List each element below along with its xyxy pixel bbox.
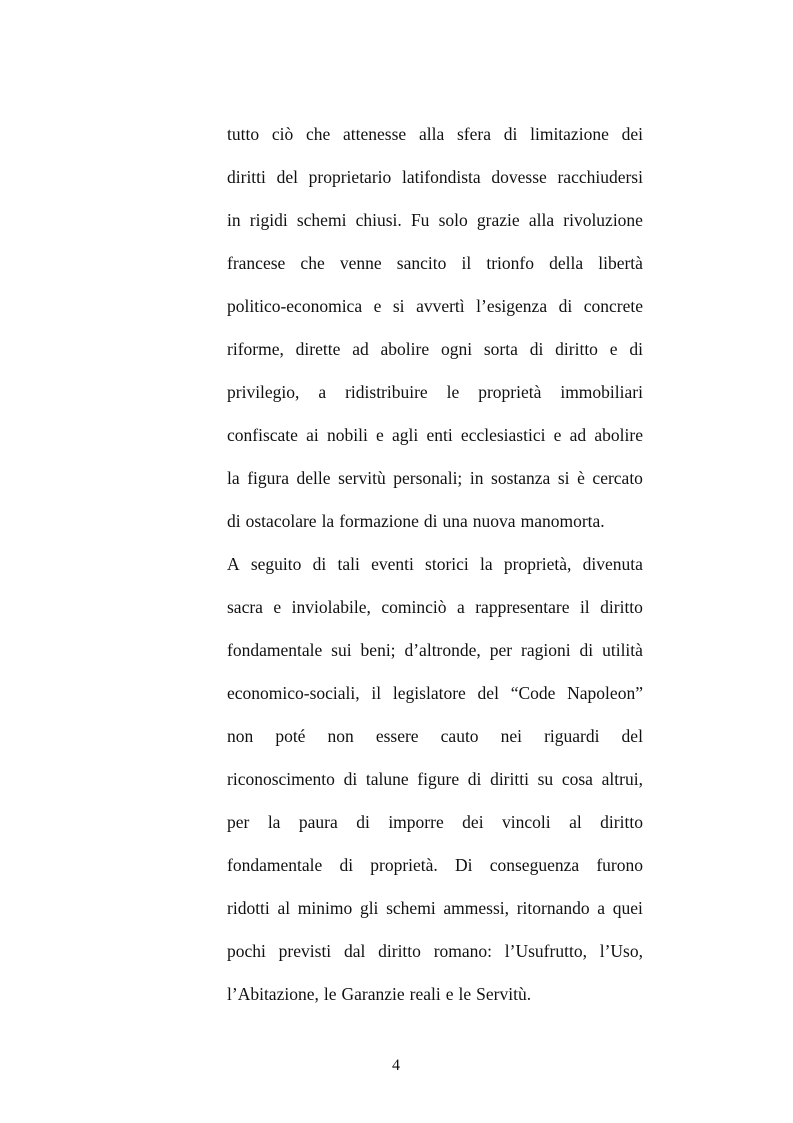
word: fondamentale — [227, 640, 323, 660]
word: reali — [409, 984, 441, 1004]
word: il — [461, 253, 472, 273]
word: storici — [425, 554, 469, 574]
word: gli — [359, 898, 379, 918]
word: e — [553, 425, 562, 445]
word: nuova — [472, 511, 516, 531]
word: di — [423, 511, 438, 531]
word: abolire — [594, 425, 643, 445]
text-line — [227, 758, 643, 801]
text-line — [227, 199, 643, 242]
word: di — [227, 511, 241, 531]
word: poté — [275, 726, 306, 746]
word: dei — [462, 812, 484, 832]
word: servitù — [338, 468, 386, 488]
word: agli — [392, 425, 419, 445]
word: e — [445, 984, 454, 1004]
text-line — [227, 844, 643, 887]
word: sacra — [227, 597, 263, 617]
word: avvertì — [416, 296, 465, 316]
word: cominciò — [381, 597, 447, 617]
word: e — [373, 296, 382, 316]
word: una — [442, 511, 468, 531]
word: per — [489, 640, 513, 660]
word: la — [267, 812, 281, 832]
word: sorta — [483, 339, 518, 359]
word: concrete — [583, 296, 643, 316]
word: si — [392, 296, 405, 316]
text-line — [227, 285, 643, 328]
word: Napoleon” — [567, 683, 643, 703]
word: ai — [306, 425, 319, 445]
word: cercato — [592, 468, 643, 488]
word: a — [318, 382, 327, 402]
word: si — [557, 468, 570, 488]
word: ogni — [440, 339, 473, 359]
word: Fu — [410, 210, 430, 230]
word: e — [376, 425, 384, 445]
word: talune — [365, 769, 409, 789]
word: trionfo — [486, 253, 534, 273]
text-line — [227, 629, 643, 672]
word: diritto — [600, 812, 643, 832]
word: venne — [339, 253, 382, 273]
word: di — [558, 296, 573, 316]
word: la — [480, 554, 493, 574]
word: di — [312, 554, 327, 574]
word: alla — [418, 124, 445, 144]
word: sostanza — [491, 468, 551, 488]
word: del — [276, 167, 298, 187]
word: non — [227, 726, 254, 746]
word: riguardi — [544, 726, 600, 746]
word: riconoscimento — [227, 769, 335, 789]
word: personali; — [393, 468, 463, 488]
word: privilegio, — [227, 382, 300, 402]
word: ammessi, — [443, 898, 509, 918]
word: del — [477, 683, 499, 703]
word: ad — [569, 425, 587, 445]
word: immobiliari — [560, 382, 643, 402]
text-line — [227, 930, 643, 973]
text-line — [227, 586, 643, 629]
text-line — [227, 500, 643, 543]
word: schemi — [296, 210, 347, 230]
word: formazione — [339, 511, 419, 531]
text-line — [227, 543, 643, 586]
word: il — [579, 597, 590, 617]
word: alla — [528, 210, 555, 230]
word: nei — [500, 726, 523, 746]
word: Servitù. — [476, 984, 532, 1004]
word: pochi — [227, 941, 266, 961]
word: chiusi. — [355, 210, 402, 230]
word: tutto — [227, 124, 260, 144]
text-line — [227, 887, 643, 930]
word: diritto — [555, 339, 598, 359]
word: ciò — [271, 124, 294, 144]
word: per — [227, 812, 250, 832]
word: francese — [227, 253, 286, 273]
word: diritto — [600, 597, 643, 617]
word: delle — [296, 468, 331, 488]
word: l’Usufrutto, — [504, 941, 587, 961]
word: nobili — [326, 425, 368, 445]
word: sfera — [456, 124, 491, 144]
word: non — [327, 726, 354, 746]
word: politico-economica — [227, 296, 363, 316]
word: ridistribuire — [345, 382, 428, 402]
word: paura — [298, 812, 338, 832]
word: diritti — [490, 769, 529, 789]
word: inviolabile, — [291, 597, 371, 617]
word: le — [446, 382, 460, 402]
word: eventi — [371, 554, 414, 574]
word: sancito — [396, 253, 447, 273]
word: vincoli — [502, 812, 551, 832]
word: imporre — [388, 812, 444, 832]
text-line — [227, 457, 643, 500]
word: Di — [455, 855, 473, 875]
text-line — [227, 801, 643, 844]
word: abolire — [380, 339, 430, 359]
word: figura — [247, 468, 289, 488]
word: su — [537, 769, 554, 789]
word: enti — [426, 425, 453, 445]
word: romano: — [433, 941, 493, 961]
text-line — [227, 973, 643, 1016]
word: e — [273, 597, 282, 617]
word: rivoluzione — [563, 210, 643, 230]
word: minimo — [297, 898, 353, 918]
body-text — [227, 113, 643, 1016]
word: seguito — [250, 554, 302, 574]
text-line — [227, 715, 643, 758]
word: proprietà, — [503, 554, 572, 574]
page-number: 4 — [392, 1057, 400, 1074]
word: rigidi — [249, 210, 288, 230]
word: le — [323, 984, 337, 1004]
word: beni; — [360, 640, 396, 660]
word: ragioni — [521, 640, 571, 660]
word: la — [227, 468, 240, 488]
word: racchiudersi — [557, 167, 643, 187]
word: previsti — [278, 941, 332, 961]
word: che — [305, 124, 331, 144]
word: divenuta — [582, 554, 643, 574]
word: cosa — [561, 769, 593, 789]
word: solo — [438, 210, 468, 230]
word: ad — [352, 339, 369, 359]
word: quei — [612, 898, 643, 918]
word: fondamentale — [227, 855, 323, 875]
word: dal — [343, 941, 366, 961]
word: proprietà. — [370, 855, 438, 875]
word: utilità — [602, 640, 643, 660]
word: altrui, — [601, 769, 643, 789]
word: ostacolare — [245, 511, 317, 531]
word: di — [343, 769, 358, 789]
word: al — [277, 898, 291, 918]
word: diritti — [227, 167, 266, 187]
word: di — [356, 812, 370, 832]
word: furono — [596, 855, 643, 875]
word: dirette — [295, 339, 341, 359]
word: proprietà — [478, 382, 542, 402]
word: a — [597, 898, 606, 918]
word: di — [467, 769, 482, 789]
text-line — [227, 328, 643, 371]
text-line — [227, 672, 643, 715]
word: del — [621, 726, 643, 746]
word: Garanzie — [341, 984, 405, 1004]
word: al — [569, 812, 582, 832]
word: ecclesiastici — [460, 425, 546, 445]
word: diritto — [378, 941, 421, 961]
word: sui — [331, 640, 352, 660]
word: dei — [621, 124, 643, 144]
word: attenesse — [343, 124, 407, 144]
word: di — [339, 855, 354, 875]
word: la — [321, 511, 335, 531]
word: tali — [337, 554, 360, 574]
word: dovesse — [491, 167, 547, 187]
text-line — [227, 113, 643, 156]
word: e — [609, 339, 618, 359]
word: schemi — [386, 898, 436, 918]
word: in — [227, 210, 241, 230]
word: è — [577, 468, 585, 488]
word: economico-sociali, — [227, 683, 360, 703]
word: legislatore — [392, 683, 466, 703]
word: d’altronde, — [404, 640, 481, 660]
word: le — [458, 984, 472, 1004]
text-line — [227, 414, 643, 457]
word: l’Abitazione, — [227, 984, 319, 1004]
word: della — [549, 253, 584, 273]
word: di — [629, 339, 643, 359]
word: in — [469, 468, 484, 488]
word: di — [579, 640, 594, 660]
text-line — [227, 371, 643, 414]
word: riforme, — [227, 339, 284, 359]
word: proprietario — [308, 167, 392, 187]
word: limitazione — [530, 124, 609, 144]
word: cauto — [440, 726, 479, 746]
word: di — [529, 339, 544, 359]
word: l’Uso, — [599, 941, 643, 961]
word: ridotti — [227, 898, 270, 918]
text-line — [227, 156, 643, 199]
word: confiscate — [227, 425, 298, 445]
word: il — [371, 683, 382, 703]
word: essere — [375, 726, 419, 746]
word: che — [300, 253, 325, 273]
word: figure — [417, 769, 460, 789]
word: di — [503, 124, 518, 144]
word: manomorta. — [520, 511, 605, 531]
word: latifondista — [401, 167, 481, 187]
word: libertà — [598, 253, 643, 273]
word: “Code — [510, 683, 556, 703]
word: grazie — [476, 210, 520, 230]
word: rappresentare — [475, 597, 570, 617]
word: l’esigenza — [476, 296, 548, 316]
word: a — [456, 597, 465, 617]
word: ritornando — [516, 898, 590, 918]
word: A — [227, 554, 240, 574]
word: conseguenza — [489, 855, 580, 875]
text-line — [227, 242, 643, 285]
